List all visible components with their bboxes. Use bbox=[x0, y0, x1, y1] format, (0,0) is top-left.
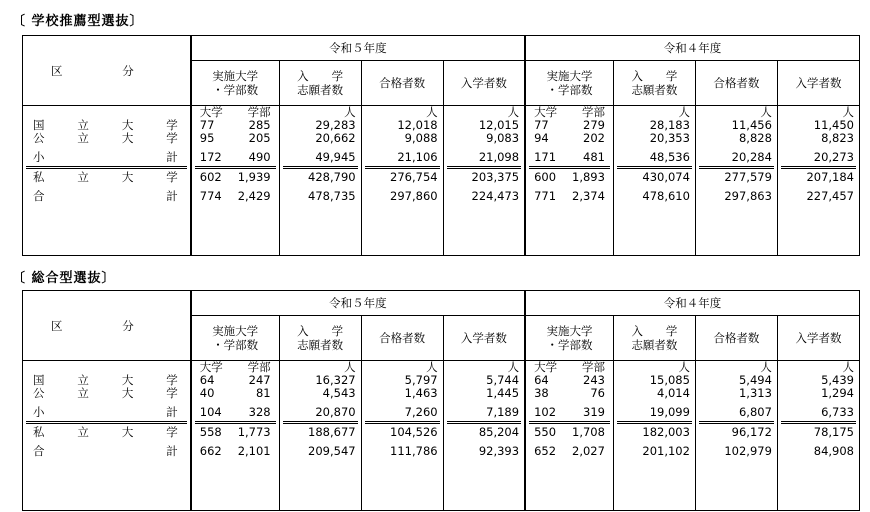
value: 78,175 bbox=[813, 425, 854, 439]
applicants-cell bbox=[613, 106, 695, 256]
category-column bbox=[23, 106, 191, 256]
value: 49,945 bbox=[315, 150, 356, 164]
unit-faculty: 学部 bbox=[247, 105, 271, 119]
category-char: 計 bbox=[166, 189, 178, 203]
section-title-comprehensive: 〔 総合型選抜〕 bbox=[12, 271, 116, 286]
category-char: 大 bbox=[121, 170, 134, 184]
value: 1,445 bbox=[486, 386, 520, 400]
value: 6,807 bbox=[738, 405, 772, 419]
unit-univ: 大学 bbox=[199, 105, 223, 119]
value: 1,294 bbox=[821, 386, 854, 400]
year-header-r4: 令和４年度 bbox=[663, 296, 722, 310]
year-header-r4: 令和４年度 bbox=[663, 41, 722, 55]
category-char: 国 bbox=[33, 118, 45, 132]
unit-univ: 大学 bbox=[199, 360, 223, 374]
value: 15,085 bbox=[649, 373, 690, 387]
value: 478,610 bbox=[642, 189, 690, 203]
value: 9,088 bbox=[404, 131, 438, 145]
kubun-label: 区 分 bbox=[51, 63, 162, 78]
univ-count: 172 bbox=[199, 150, 222, 164]
value: 12,015 bbox=[478, 118, 520, 132]
univ-count: 550 bbox=[534, 425, 557, 439]
value: 20,870 bbox=[315, 405, 356, 419]
value: 84,908 bbox=[813, 444, 854, 458]
category-char: 大 bbox=[121, 386, 134, 400]
value: 29,283 bbox=[315, 118, 356, 132]
category-column bbox=[23, 361, 191, 511]
category-char: 学 bbox=[166, 118, 178, 132]
univ-count: 171 bbox=[534, 150, 557, 164]
value: 5,744 bbox=[486, 373, 520, 387]
faculty-count: 328 bbox=[248, 405, 271, 419]
value: 20,662 bbox=[315, 131, 356, 145]
col-header-faculty-count: ・学部数 bbox=[212, 338, 259, 352]
faculty-count: 205 bbox=[248, 131, 271, 145]
category-char: 学 bbox=[166, 386, 178, 400]
faculty-count: 1,708 bbox=[572, 425, 605, 439]
passed-cell bbox=[695, 106, 777, 256]
faculty-count: 1,773 bbox=[237, 425, 271, 439]
col-header-univ-count: 実施大学 bbox=[546, 324, 593, 338]
category-char: 学 bbox=[166, 373, 178, 387]
faculty-count: 81 bbox=[255, 386, 271, 400]
value: 104,526 bbox=[390, 425, 438, 439]
category-char: 小 bbox=[33, 150, 45, 164]
col-header-applicants: 志願者数 bbox=[631, 83, 678, 97]
category-char: 立 bbox=[77, 118, 89, 132]
univ-count: 774 bbox=[199, 189, 222, 203]
unit-person: 人 bbox=[426, 360, 438, 374]
value: 224,473 bbox=[471, 189, 520, 203]
value: 12,018 bbox=[397, 118, 438, 132]
col-header-faculty-count: ・学部数 bbox=[546, 338, 593, 352]
col-header-faculty-count: ・学部数 bbox=[546, 83, 593, 97]
category-label bbox=[23, 374, 190, 387]
value: 430,074 bbox=[642, 170, 690, 184]
col-header-univ-count: 実施大学 bbox=[546, 69, 593, 83]
passed-cell bbox=[695, 361, 777, 511]
unit-person: 人 bbox=[760, 105, 772, 119]
value: 297,863 bbox=[724, 189, 772, 203]
univ-count: 77 bbox=[534, 118, 549, 132]
faculty-count: 490 bbox=[248, 150, 271, 164]
univ-faculty-count-cell bbox=[525, 361, 613, 511]
category-char: 合 bbox=[33, 444, 45, 458]
col-header-enrolled: 入学者数 bbox=[795, 76, 842, 90]
univ-count: 94 bbox=[534, 131, 549, 145]
unit-person: 人 bbox=[760, 360, 772, 374]
category-char: 計 bbox=[166, 405, 178, 419]
category-label bbox=[23, 406, 190, 419]
category-char: 立 bbox=[77, 131, 89, 145]
unit-person: 人 bbox=[426, 105, 438, 119]
col-header-passed: 合格者数 bbox=[713, 76, 760, 90]
col-header-enroll: 入 学 bbox=[631, 69, 678, 83]
value: 16,327 bbox=[315, 373, 356, 387]
passed-cell bbox=[361, 361, 443, 511]
value: 11,456 bbox=[731, 118, 772, 132]
table-comprehensive bbox=[22, 290, 860, 511]
col-header-faculty-count: ・学部数 bbox=[212, 83, 259, 97]
category-char: 立 bbox=[77, 170, 89, 184]
col-header-applicants: 志願者数 bbox=[297, 338, 344, 352]
univ-count: 95 bbox=[199, 131, 215, 145]
unit-faculty: 学部 bbox=[247, 360, 271, 374]
univ-count: 40 bbox=[199, 386, 215, 400]
passed-cell bbox=[361, 106, 443, 256]
value: 20,273 bbox=[813, 150, 854, 164]
value: 277,579 bbox=[724, 170, 772, 184]
category-char: 公 bbox=[33, 386, 45, 400]
faculty-count: 202 bbox=[583, 131, 605, 145]
category-char: 私 bbox=[33, 425, 45, 439]
col-header-enrolled: 入学者数 bbox=[460, 76, 507, 90]
kubun-header bbox=[23, 36, 191, 106]
value: 7,260 bbox=[404, 405, 438, 419]
faculty-count: 285 bbox=[248, 118, 271, 132]
unit-person: 人 bbox=[507, 360, 520, 374]
faculty-count: 2,027 bbox=[572, 444, 605, 458]
category-char: 大 bbox=[121, 131, 134, 145]
value: 201,102 bbox=[642, 444, 690, 458]
value: 428,790 bbox=[308, 170, 356, 184]
category-label bbox=[23, 132, 190, 145]
applicants-cell bbox=[279, 106, 361, 256]
value: 20,353 bbox=[649, 131, 690, 145]
category-char: 小 bbox=[33, 405, 45, 419]
univ-faculty-count-cell bbox=[191, 361, 279, 511]
unit-univ: 大学 bbox=[534, 105, 558, 119]
col-header-passed: 合格者数 bbox=[379, 331, 426, 345]
value: 96,172 bbox=[731, 425, 772, 439]
col-header-passed: 合格者数 bbox=[713, 331, 760, 345]
value: 203,375 bbox=[471, 170, 520, 184]
category-label bbox=[23, 151, 190, 164]
value: 1,463 bbox=[404, 386, 438, 400]
year-header-r5: 令和５年度 bbox=[329, 296, 387, 310]
value: 478,735 bbox=[308, 189, 356, 203]
unit-faculty: 学部 bbox=[581, 105, 605, 119]
category-label bbox=[23, 190, 190, 203]
category-label bbox=[23, 119, 190, 132]
value: 1,313 bbox=[738, 386, 772, 400]
category-char: 学 bbox=[166, 131, 178, 145]
col-header-enrolled: 入学者数 bbox=[795, 331, 842, 345]
value: 8,828 bbox=[738, 131, 772, 145]
value: 276,754 bbox=[390, 170, 438, 184]
col-header-enroll: 入 学 bbox=[631, 324, 678, 338]
value: 92,393 bbox=[478, 444, 520, 458]
category-char: 大 bbox=[121, 425, 134, 439]
faculty-count: 76 bbox=[590, 386, 605, 400]
category-char: 立 bbox=[77, 373, 89, 387]
value: 227,457 bbox=[806, 189, 854, 203]
category-char: 合 bbox=[33, 189, 45, 203]
enrolled-cell bbox=[777, 106, 859, 256]
univ-count: 64 bbox=[534, 373, 549, 387]
category-char: 学 bbox=[166, 170, 178, 184]
enrolled-cell bbox=[443, 106, 525, 256]
category-char: 公 bbox=[33, 131, 45, 145]
univ-count: 652 bbox=[534, 444, 557, 458]
value: 102,979 bbox=[724, 444, 772, 458]
unit-person: 人 bbox=[507, 105, 520, 119]
univ-count: 104 bbox=[199, 405, 222, 419]
value: 5,439 bbox=[821, 373, 854, 387]
univ-count: 77 bbox=[199, 118, 215, 132]
value: 4,543 bbox=[322, 386, 356, 400]
univ-count: 771 bbox=[534, 189, 557, 203]
value: 5,494 bbox=[738, 373, 772, 387]
unit-person: 人 bbox=[678, 360, 690, 374]
col-header-univ-count: 実施大学 bbox=[212, 69, 259, 83]
univ-count: 558 bbox=[199, 425, 222, 439]
value: 21,098 bbox=[478, 150, 520, 164]
faculty-count: 1,939 bbox=[237, 170, 271, 184]
kubun-header bbox=[23, 291, 191, 361]
col-header-applicants: 志願者数 bbox=[297, 83, 344, 97]
category-label bbox=[23, 171, 190, 184]
faculty-count: 279 bbox=[583, 118, 605, 132]
value: 5,797 bbox=[404, 373, 438, 387]
faculty-count: 2,374 bbox=[572, 189, 605, 203]
faculty-count: 481 bbox=[583, 150, 605, 164]
value: 19,099 bbox=[649, 405, 690, 419]
faculty-count: 243 bbox=[583, 373, 605, 387]
applicants-cell bbox=[279, 361, 361, 511]
value: 11,450 bbox=[813, 118, 854, 132]
category-char: 計 bbox=[166, 150, 178, 164]
category-label bbox=[23, 387, 190, 400]
category-char: 国 bbox=[33, 373, 45, 387]
kubun-label: 区 分 bbox=[51, 318, 162, 333]
category-char: 立 bbox=[77, 386, 89, 400]
unit-person: 人 bbox=[842, 105, 854, 119]
value: 209,547 bbox=[308, 444, 356, 458]
faculty-count: 247 bbox=[248, 373, 271, 387]
col-header-passed: 合格者数 bbox=[379, 76, 426, 90]
value: 8,823 bbox=[821, 131, 854, 145]
unit-person: 人 bbox=[842, 360, 854, 374]
col-header-enroll: 入 学 bbox=[297, 324, 344, 338]
year-header-r5: 令和５年度 bbox=[329, 41, 387, 55]
enrolled-cell bbox=[777, 361, 859, 511]
value: 7,189 bbox=[486, 405, 520, 419]
table-school-recommendation bbox=[22, 35, 860, 256]
unit-univ: 大学 bbox=[534, 360, 558, 374]
category-label bbox=[23, 445, 190, 458]
col-header-univ-count: 実施大学 bbox=[212, 324, 259, 338]
value: 6,733 bbox=[821, 405, 854, 419]
section-title-school-recommendation: 〔 学校推薦型選抜〕 bbox=[12, 14, 144, 29]
value: 28,183 bbox=[649, 118, 690, 132]
category-char: 立 bbox=[77, 425, 89, 439]
value: 297,860 bbox=[390, 189, 438, 203]
unit-person: 人 bbox=[344, 360, 356, 374]
col-header-enrolled: 入学者数 bbox=[460, 331, 507, 345]
category-char: 学 bbox=[166, 425, 178, 439]
value: 4,014 bbox=[657, 386, 690, 400]
category-char: 計 bbox=[166, 444, 178, 458]
value: 188,677 bbox=[308, 425, 356, 439]
applicants-cell bbox=[613, 361, 695, 511]
univ-faculty-count-cell bbox=[191, 106, 279, 256]
unit-person: 人 bbox=[344, 105, 356, 119]
faculty-count: 1,893 bbox=[572, 170, 605, 184]
value: 20,284 bbox=[731, 150, 772, 164]
value: 111,786 bbox=[390, 444, 438, 458]
value: 182,003 bbox=[642, 425, 690, 439]
univ-count: 602 bbox=[199, 170, 222, 184]
unit-person: 人 bbox=[678, 105, 690, 119]
univ-count: 64 bbox=[199, 373, 215, 387]
faculty-count: 2,429 bbox=[237, 189, 271, 203]
univ-count: 102 bbox=[534, 405, 557, 419]
univ-count: 600 bbox=[534, 170, 557, 184]
category-char: 大 bbox=[121, 373, 134, 387]
univ-count: 662 bbox=[199, 444, 222, 458]
univ-count: 38 bbox=[534, 386, 549, 400]
faculty-count: 319 bbox=[583, 405, 605, 419]
category-char: 大 bbox=[121, 118, 134, 132]
col-header-applicants: 志願者数 bbox=[631, 338, 678, 352]
univ-faculty-count-cell bbox=[525, 106, 613, 256]
value: 48,536 bbox=[649, 150, 690, 164]
category-char: 私 bbox=[33, 170, 45, 184]
value: 85,204 bbox=[478, 425, 520, 439]
faculty-count: 2,101 bbox=[237, 444, 271, 458]
category-label bbox=[23, 426, 190, 439]
col-header-enroll: 入 学 bbox=[297, 69, 344, 83]
unit-faculty: 学部 bbox=[581, 360, 605, 374]
value: 207,184 bbox=[806, 170, 854, 184]
value: 21,106 bbox=[397, 150, 438, 164]
enrolled-cell bbox=[443, 361, 525, 511]
value: 9,083 bbox=[486, 131, 520, 145]
